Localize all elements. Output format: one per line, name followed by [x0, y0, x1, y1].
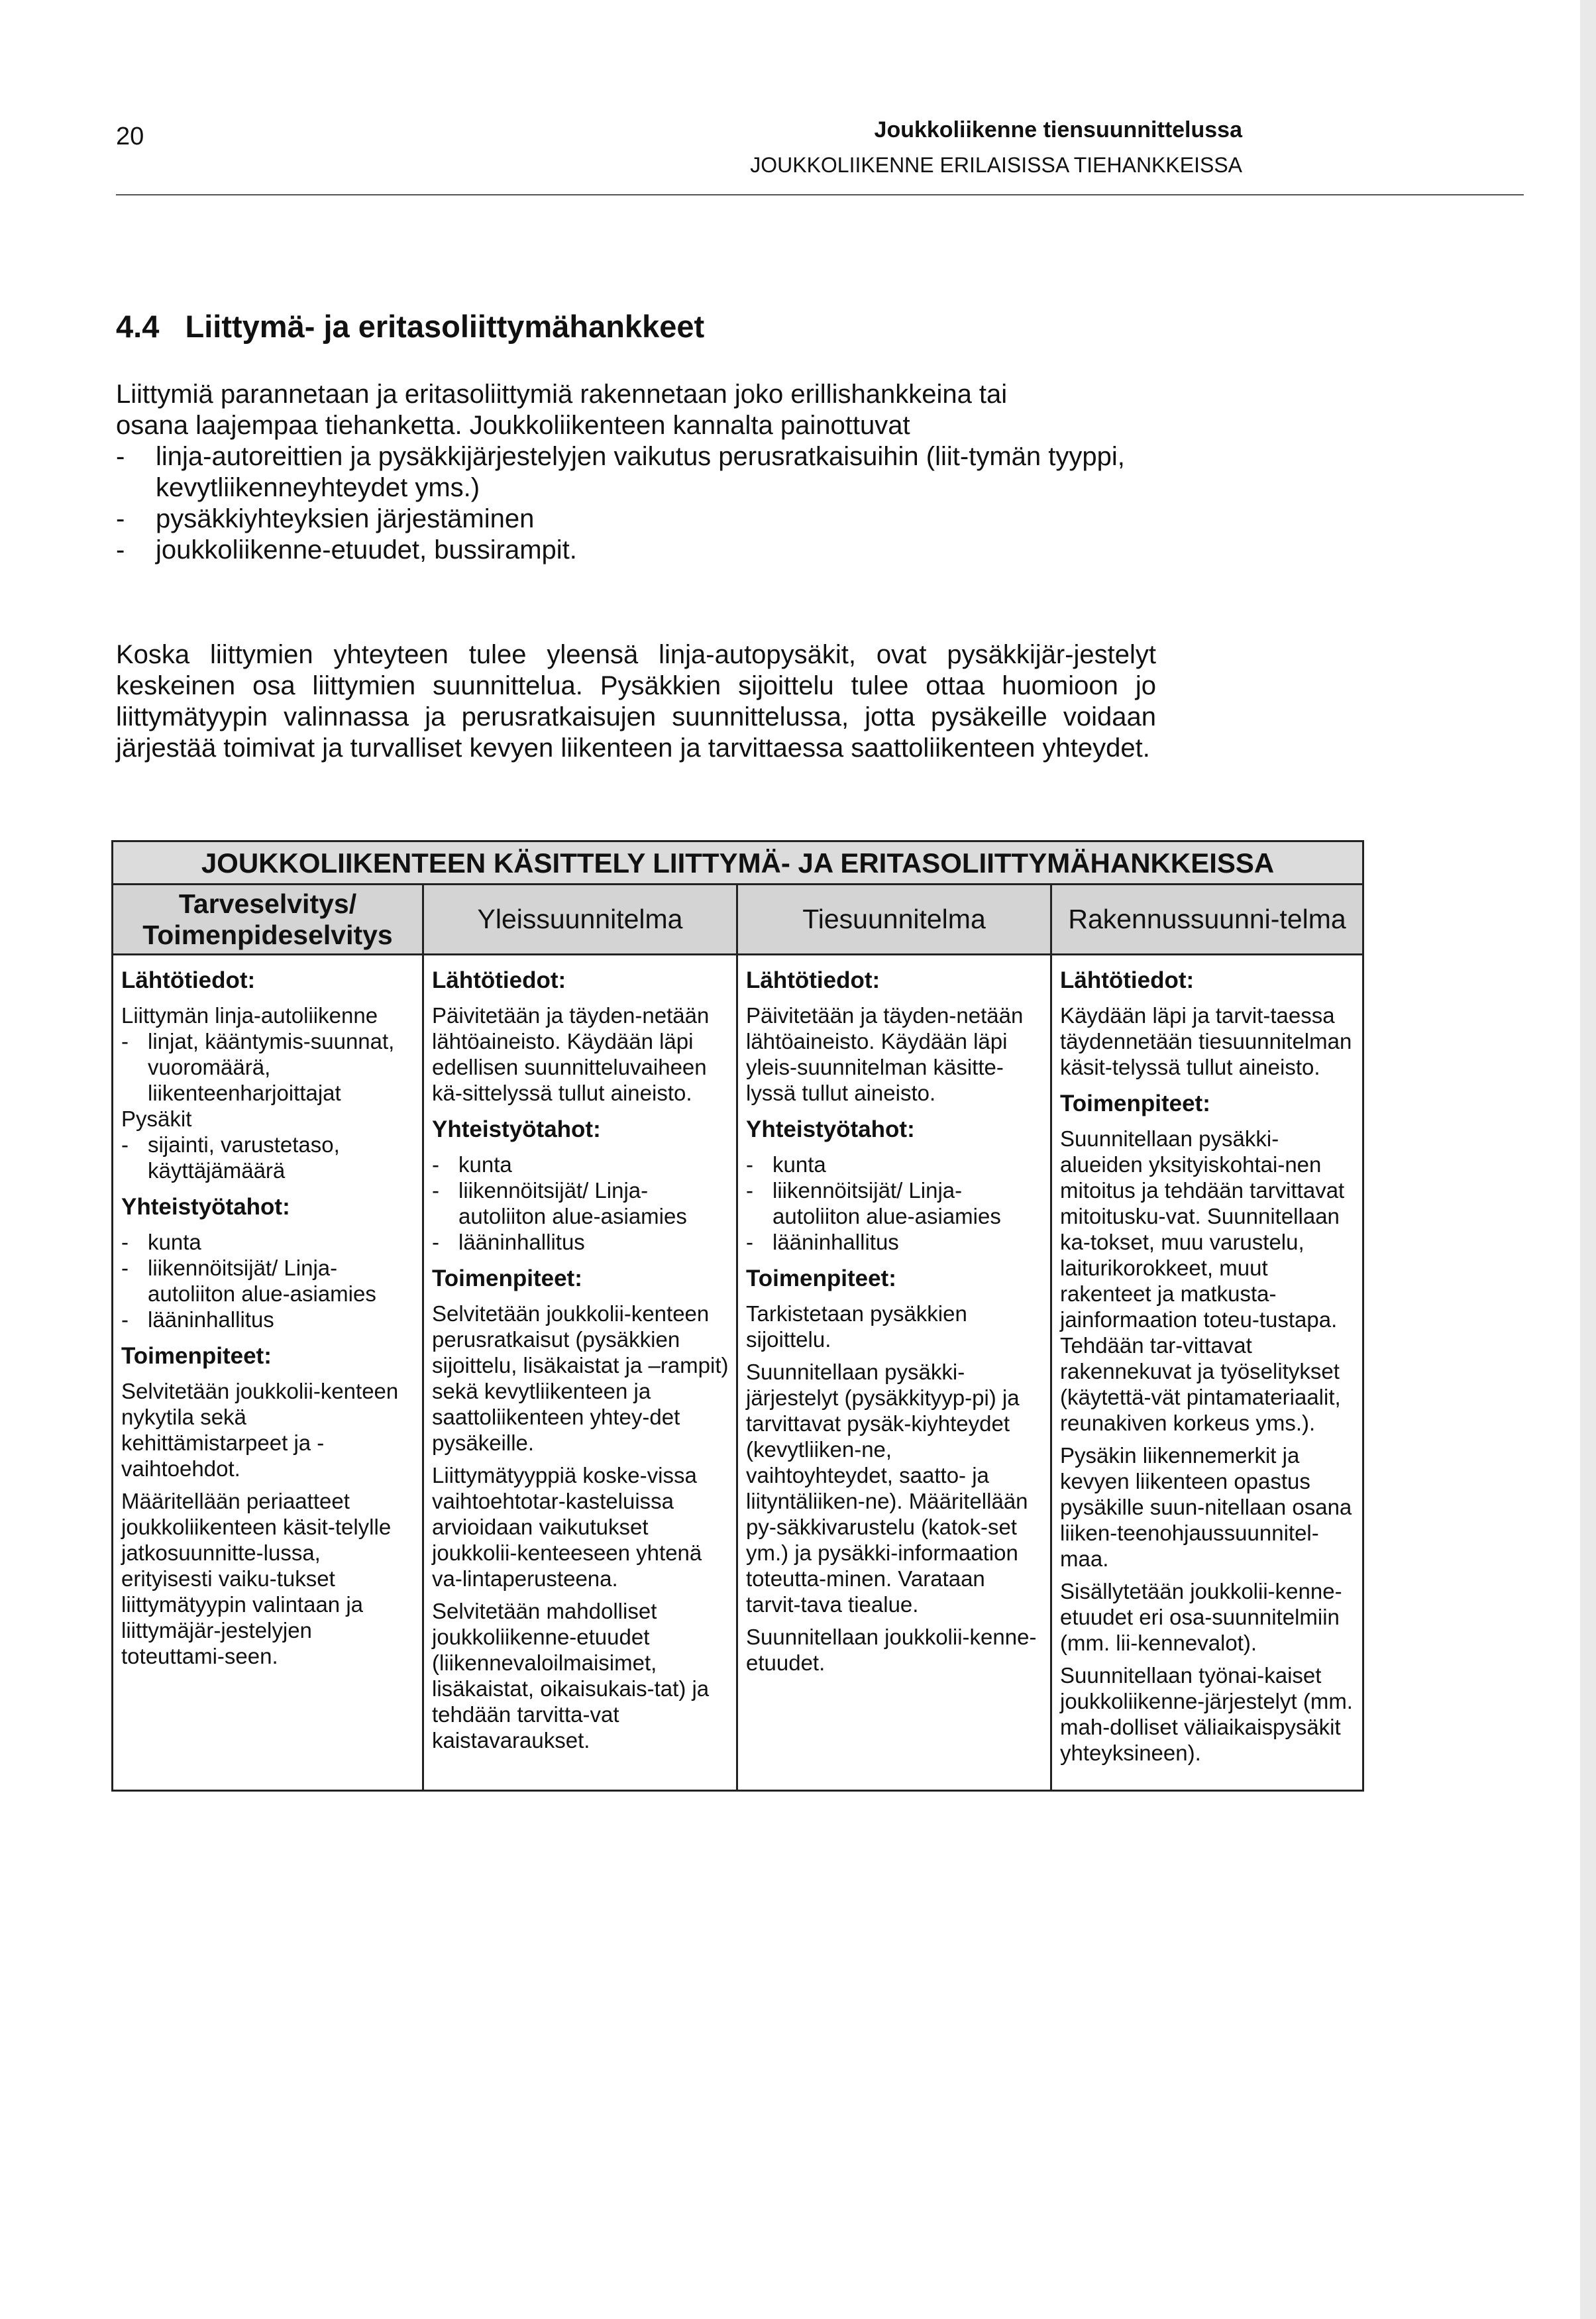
lahtotiedot-text: Liittymän linja-autoliikenne — [121, 1003, 378, 1028]
list-item: - kunta — [432, 1152, 512, 1177]
toimenpide-paragraph: Suunnitellaan joukkolii-kenne-etuudet. — [746, 1625, 1037, 1675]
list-item: - joukkoliikenne-etuudet, bussirampit. — [116, 535, 577, 565]
yhteistyotahot-heading: Yhteistyötahot: — [746, 1116, 915, 1142]
toimenpiteet-heading: Toimenpiteet: — [746, 1266, 896, 1291]
toimenpide-paragraph: Selvitetään joukkolii-kenteen perusratkaisut (pysäkkien sijoittelu, lisäkaistat ja –rampit) sekä kevytliikenteen ja saattoliikenteen yhtey-det pysäkeille. — [432, 1301, 729, 1455]
column-header-rakennussuunnitelma: Rakennussuunni-telma — [1051, 885, 1363, 955]
toimenpide-paragraph: Selvitetään mahdolliset joukkoliikenne-etuudet (liikennevaloilmaisimet, lisäkaistat, oikaisukais-tat) ja tehdään tarvitta-vat kaistavaraukset. — [432, 1599, 710, 1753]
running-subtitle: JOUKKOLIIKENNE ERILAISISSA TIEHANKKEISSA — [750, 153, 1242, 177]
toimenpide-paragraph: Sisällytetään joukkolii-kenne-etuudet eri osa-suunnitelmiin (mm. lii-kennevalot). — [1060, 1579, 1342, 1655]
process-table — [111, 840, 1364, 1792]
list-item: - liikennöitsijät/ Linja-autoliiton alue-asiamies — [121, 1256, 376, 1306]
page-edge-shadow — [1580, 0, 1596, 2319]
lahtotiedot-heading: Lähtötiedot: — [432, 967, 566, 993]
toimenpide-paragraph: Suunnitellaan työnai-kaiset joukkoliikenne-järjestelyt (mm. mah-dolliset väliaikaispysäkit yhteyksineen). — [1060, 1663, 1353, 1765]
table-title: JOUKKOLIIKENTEEN KÄSITTELY LIITTYMÄ- JA ERITASOLIITTYMÄHANKKEISSA — [113, 841, 1363, 885]
list-item: - lääninhallitus — [121, 1307, 274, 1332]
list-item: - sijainti, varustetaso, käyttäjämäärä — [121, 1132, 340, 1183]
list-item: - liikennöitsijät/ Linja-autoliiton alue-asiamies — [432, 1178, 687, 1228]
list-item: - kunta — [121, 1230, 201, 1254]
section-number: 4.4 — [116, 309, 160, 344]
table-column-rakennussuunnitelma — [1051, 955, 1363, 1791]
yhteistyotahot-heading: Yhteistyötahot: — [432, 1116, 601, 1142]
toimenpide-paragraph: Liittymätyyppiä koske-vissa vaihtoehtotar-kasteluissa arvioidaan vaikutukset joukkolii-kenteeseen yhtenä va-lintaperusteena. — [432, 1463, 702, 1591]
toimenpide-paragraph: Tarkistetaan pysäkkien sijoittelu. — [746, 1301, 967, 1352]
list-item: - linja-autoreittien ja pysäkkijärjestelyjen vaikutus perusratkaisuihin (liit-tymän tyyppi, kevytliikenneyhteydet yms.) — [116, 442, 1125, 502]
list-item: - liikennöitsijät/ Linja-autoliiton alue-asiamies — [746, 1178, 1001, 1228]
list-item: - kunta — [746, 1152, 826, 1177]
page-header — [116, 109, 1242, 199]
list-item: - linjat, kääntymis-suunnat, vuoromäärä, liikenteenharjoittajat — [121, 1029, 395, 1105]
toimenpide-paragraph: Suunnitellaan pysäkki-järjestelyt (pysäkkityyp-pi) ja tarvittavat pysäk-kiyhteydet (kevytliiken-ne, vaihtoyhteydet, saatto- ja liityntäliiken-ne). Määritellään py-säkkivarustelu (katok-set ym.) ja pysäkki-informaation toteutta-minen. Varataan tarvit-tava tiealue. — [746, 1360, 1028, 1617]
list-item: - lääninhallitus — [432, 1230, 585, 1254]
section-heading — [116, 308, 704, 345]
intro-line-2: osana laajempaa tiehanketta. Joukkoliikenteen kannalta painottuvat — [116, 411, 910, 440]
lahtotiedot-heading: Lähtötiedot: — [746, 967, 880, 993]
header-rule — [116, 194, 1524, 195]
toimenpiteet-heading: Toimenpiteet: — [121, 1343, 272, 1369]
lahtotiedot-text: Päivitetään ja täyden-netään lähtöaineisto. Käydään läpi edellisen suunnitteluvaiheen kä-sittelyssä tullut aineisto. — [432, 1003, 710, 1105]
toimenpiteet-heading: Toimenpiteet: — [432, 1266, 582, 1291]
table-column-tarveselvitys — [113, 955, 423, 1791]
lahtotiedot-text-2: Pysäkit — [121, 1106, 192, 1131]
intro-bullet-list — [116, 441, 1156, 566]
column-header-tiesuunnitelma: Tiesuunnitelma — [737, 885, 1051, 955]
lahtotiedot-heading: Lähtötiedot: — [121, 967, 256, 993]
list-item: - pysäkkiyhteyksien järjestäminen — [116, 504, 535, 533]
intro-line-1: Liittymiä parannetaan ja eritasoliittymiä rakennetaan joko erillishankkeina tai — [116, 380, 1008, 409]
table-column-tiesuunnitelma — [737, 955, 1051, 1791]
toimenpide-paragraph: Suunnitellaan pysäkki-alueiden yksityiskohtai-nen mitoitus ja tehdään tarvittavat mitoitusku-vat. Suunnitellaan ka-tokset, muu varustelu, laiturikorokkeet, muut rakenteet ja matkusta-jainformaation toteu-tustapa. Tehdään tar-vittavat rakennekuvat ja työselitykset (käytettä-vät pintamateriaalit, reunakiven korkeus yms.). — [1060, 1126, 1345, 1435]
section-title: Liittymä- ja eritasoliittymähankkeet — [185, 309, 705, 344]
toimenpide-paragraph: Selvitetään joukkolii-kenteen nykytila sekä kehittämistarpeet ja -vaihtoehdot. — [121, 1379, 399, 1481]
column-header-tarveselvitys: Tarveselvitys/ Toimenpideselvitys — [113, 885, 423, 955]
toimenpide-paragraph: Määritellään periaatteet joukkoliikenteen käsit-telylle jatkosuunnitte-lussa, erityisesti vaiku-tukset liittymätyypin valintaan ja liittymäjär-jestelyjen toteuttami-seen. — [121, 1489, 392, 1668]
body-paragraph-2: Koska liittymien yhteyteen tulee yleensä linja-autopysäkit, ovat pysäkkijär-jestelyt keskeinen osa liittymien suunnittelua. Pysäkkien sijoittelu tulee ottaa huomioon jo liittymätyypin valinnassa ja perusratkaisujen suunnittelussa, jotta pysäkeille voidaan järjestää toimivat ja turvalliset kevyen liikenteen ja tarvittaessa saattoliikenteen yhteydet. — [116, 640, 1156, 763]
list-item: - lääninhallitus — [746, 1230, 899, 1254]
intro-paragraph — [116, 379, 1156, 566]
lahtotiedot-heading: Lähtötiedot: — [1060, 967, 1195, 993]
lahtotiedot-text: Käydään läpi ja tarvit-taessa täydennetään tiesuunnitelman käsit-telyssä tullut aineisto. — [1060, 1003, 1352, 1079]
toimenpide-paragraph: Pysäkin liikennemerkit ja kevyen liikenteen opastus pysäkille suun-nitellaan osana liiken-teenohjaussuunnitel-maa. — [1060, 1443, 1352, 1571]
toimenpiteet-heading: Toimenpiteet: — [1060, 1091, 1210, 1116]
column-header-yleissuunnitelma: Yleissuunnitelma — [423, 885, 737, 955]
lahtotiedot-text: Päivitetään ja täyden-netään lähtöaineisto. Käydään läpi yleis-suunnitelman käsitte-lyssä tullut aineisto. — [746, 1003, 1024, 1105]
page-number: 20 — [116, 123, 144, 150]
running-title: Joukkoliikenne tiensuunnittelussa — [874, 117, 1242, 142]
yhteistyotahot-heading: Yhteistyötahot: — [121, 1194, 290, 1220]
table-column-yleissuunnitelma — [423, 955, 737, 1791]
